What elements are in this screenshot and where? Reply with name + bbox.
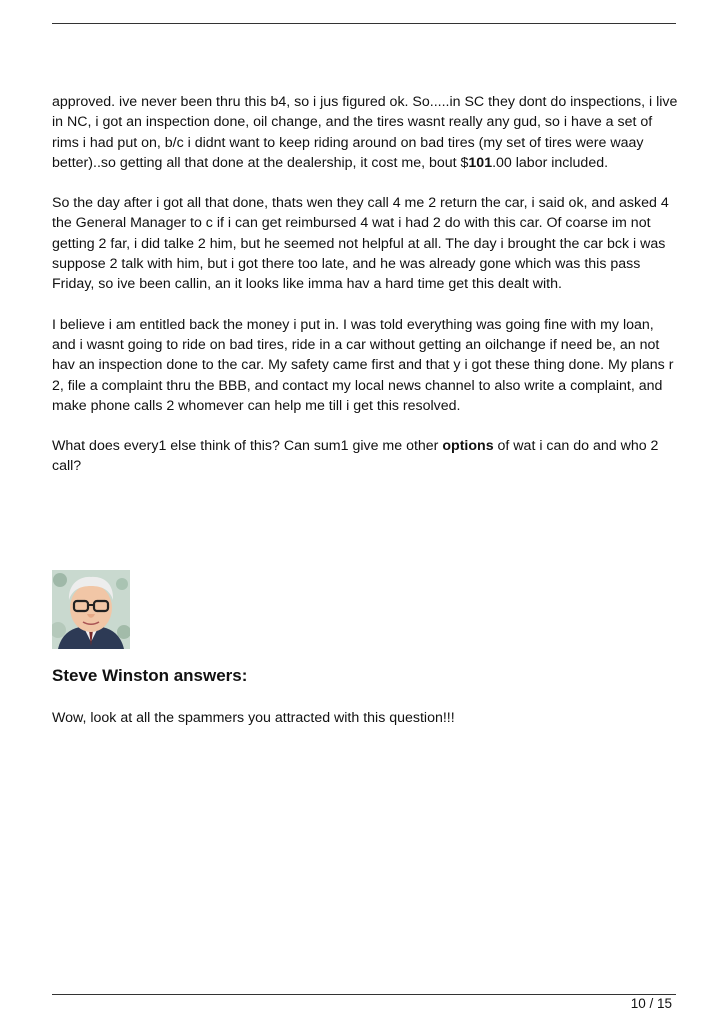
bold-amount: 101 — [468, 154, 493, 171]
header-rule — [52, 23, 676, 24]
paragraph-text: approved. ive never been thru this b4, so i jus figured ok. So.....in SC they dont do inspections, i live in NC, i got an inspection done, oil change, and the tires wasnt really any gud, so i have a set of rims i had put on, b/c i didnt want to keep riding around on bad tires (my set of tires were waay better)..so getting all that done at the dealership, it cost me, bout $ — [52, 94, 678, 171]
paragraph-text: What does every1 else think of this? Can sum1 give me other — [52, 438, 443, 455]
footer-rule — [52, 994, 676, 995]
question-paragraph-3: I believe i am entitled back the money i put in. I was told everything was going fine with my loan, and i wasnt going to ride on bad tires, ride in a car without getting an oilchange if need be, an not hav an inspection done to the car. My safety came first and that y i got these thing done. My plans r 2, file a complaint thru the BBB, and contact my local news channel to also write a complaint, and make phone calls 2 whomever can help me till i get this resolved. — [52, 316, 674, 414]
question-paragraph-4 — [52, 436, 678, 477]
question-paragraph-2: So the day after i got all that done, thats wen they call 4 me 2 return the car, i said ok, and asked 4 the General Manager to c if i can get reimbursed 4 wat i had 2 do with this car. Of coarse im not getting 2 far, i did talke 2 him, but he seemed not helpful at all. The day i brought the car bck i was suppose 2 talk with him, but i got there too late, and he was already gone which was this pass Friday, so ive been callin, an it looks like imma hav a hard time get this dealt with. — [52, 195, 669, 293]
answerer-avatar — [52, 570, 130, 649]
paragraph-text-end: .00 labor included. — [492, 154, 609, 171]
question-body — [52, 92, 678, 497]
paragraph-text-end: of wat i can do and who 2 call? — [52, 438, 659, 475]
page-number: 10 / 15 — [630, 996, 672, 1011]
portrait-illustration — [52, 570, 130, 649]
bold-keyword: options — [442, 438, 494, 455]
answer-heading: Steve Winston answers: — [52, 666, 248, 685]
answer-body: Wow, look at all the spammers you attracted with this question!!! — [52, 710, 455, 726]
question-paragraph-1 — [52, 92, 678, 173]
